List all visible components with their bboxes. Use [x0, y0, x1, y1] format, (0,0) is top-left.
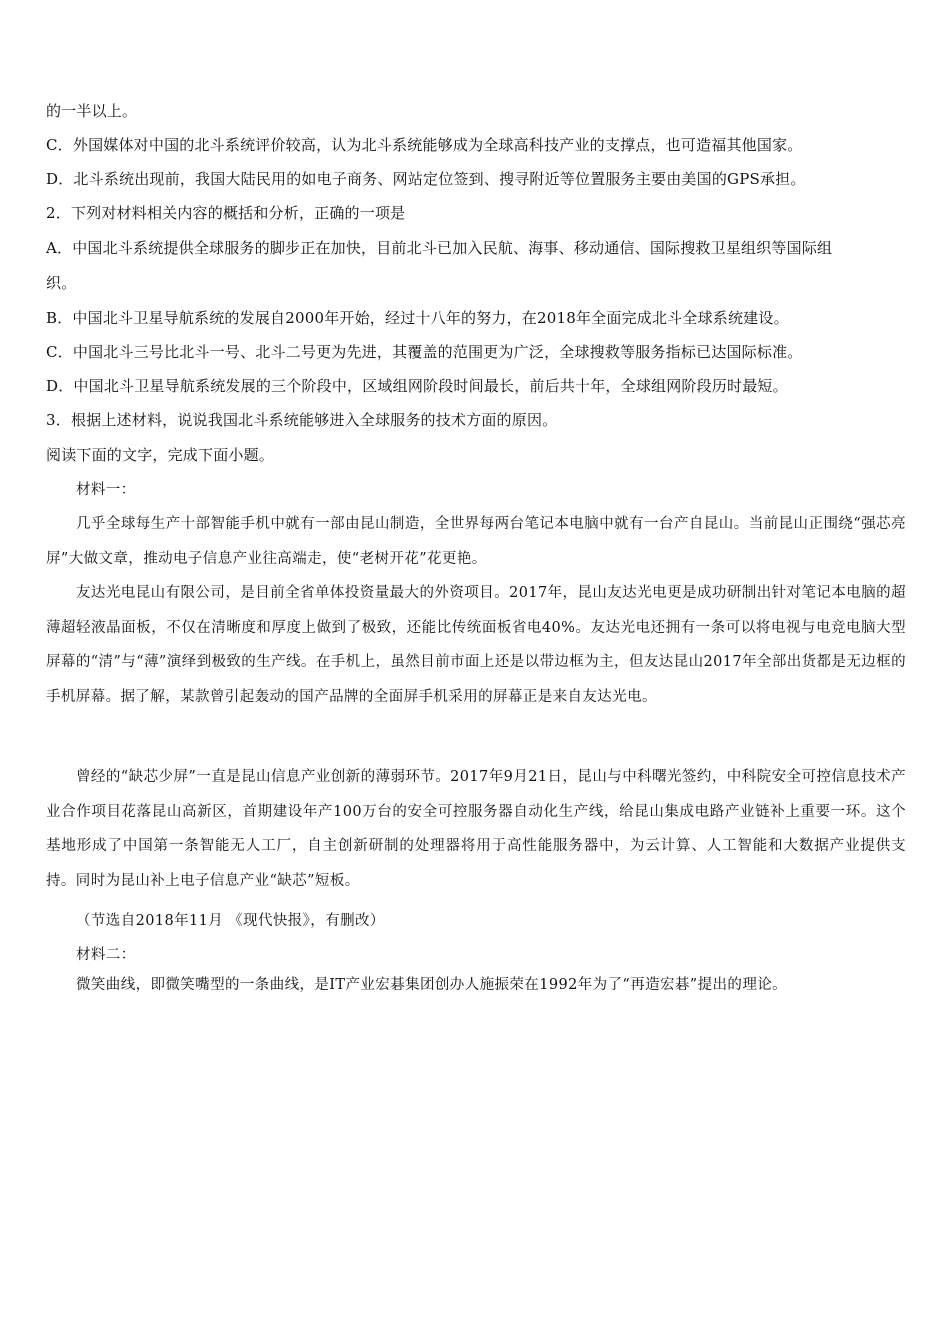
question-3: 3．根据上述材料，说说我国北斗系统能够进入全球服务的技术方面的原因。	[46, 411, 558, 429]
text-line-continuation: 的一半以上。	[46, 102, 138, 120]
question-2: 2．下列对材料相关内容的概括和分析，正确的一项是	[46, 204, 406, 222]
option-c-q2: C．中国北斗三号比北斗一号、北斗二号更为先进，其覆盖的范围更为广泛，全球搜救等服务指标已达国际标准。	[46, 343, 803, 361]
option-d-q1: D．北斗系统出现前，我国大陆民用的如电子商务、网站定位签到、搜寻附近等位置服务主要由美国的GPS承担。	[46, 170, 806, 188]
option-b-q2: B．中国北斗卫星导航系统的发展自2000年开始，经过十八年的努力，在2018年全面完成北斗全球系统建设。	[46, 309, 789, 327]
option-d-q2: D．中国北斗卫星导航系统发展的三个阶段中，区域组网阶段时间最长，前后共十年，全球组网阶段历时最短。	[46, 377, 788, 395]
option-a-q2-line1: A．中国北斗系统提供全球服务的脚步正在加快，目前北斗已加入民航、海事、移动通信、国际搜救卫星组织等国际组	[46, 239, 833, 257]
reading-instruction: 阅读下面的文字，完成下面小题。	[46, 446, 275, 464]
material-2-paragraph-1: 微笑曲线，即微笑嘴型的一条曲线，是IT产业宏碁集团创办人施振荣在1992年为了“再造宏碁”提出的理论。	[76, 977, 788, 993]
material-1-title: 材料一：	[76, 482, 136, 498]
material-1-source: （节选自2018年11月 《现代快报》，有删改）	[76, 913, 385, 929]
material-1-paragraph-3: 曾经的“缺芯少屏”一直是昆山信息产业创新的薄弱环节。2017年9月21日，昆山与中科曙光签约，中科院安全可控信息技术产业合作项目花落昆山高新区，首期建设年产100万台的安全可控服务器自动化生产线，给昆山集成电路产业链补上重要一环。这个基地形成了中国第一条智能无人工厂，自主创新研制的处理器将用于高性能服务器中，为云计算、人工智能和大数据产业提供支持。同时为昆山补上电子信息产业“缺芯”短板。	[46, 769, 906, 889]
option-c-q1: C．外国媒体对中国的北斗系统评价较高，认为北斗系统能够成为全球高科技产业的支撑点，也可造福其他国家。	[46, 136, 803, 154]
material-1-paragraph-1: 几乎全球每生产十部智能手机中就有一部由昆山制造，全世界每两台笔记本电脑中就有一台产自昆山。当前昆山正围绕“强芯亮屏”大做文章，推动电子信息产业往高端走，使“老树开花”花更艳。	[46, 516, 906, 567]
material-2-title: 材料二：	[76, 947, 136, 963]
option-a-q2-line2: 织。	[46, 274, 77, 292]
material-1-paragraph-2: 友达光电昆山有限公司，是目前全省单体投资量最大的外资项目。2017年，昆山友达光电更是成功研制出针对笔记本电脑的超薄超轻液晶面板，不仅在清晰度和厚度上做到了极致，还能比传统面板省电40%。友达光电还拥有一条可以将电视与电竞电脑大型屏幕的“清”与“薄”演绎到极致的生产线。在手机上，虽然目前市面上还是以带边框为主，但友达昆山2017年全部出货都是无边框的手机屏幕。据了解，某款曾引起轰动的国产品牌的全面屏手机采用的屏幕正是来自友达光电。	[46, 585, 906, 705]
